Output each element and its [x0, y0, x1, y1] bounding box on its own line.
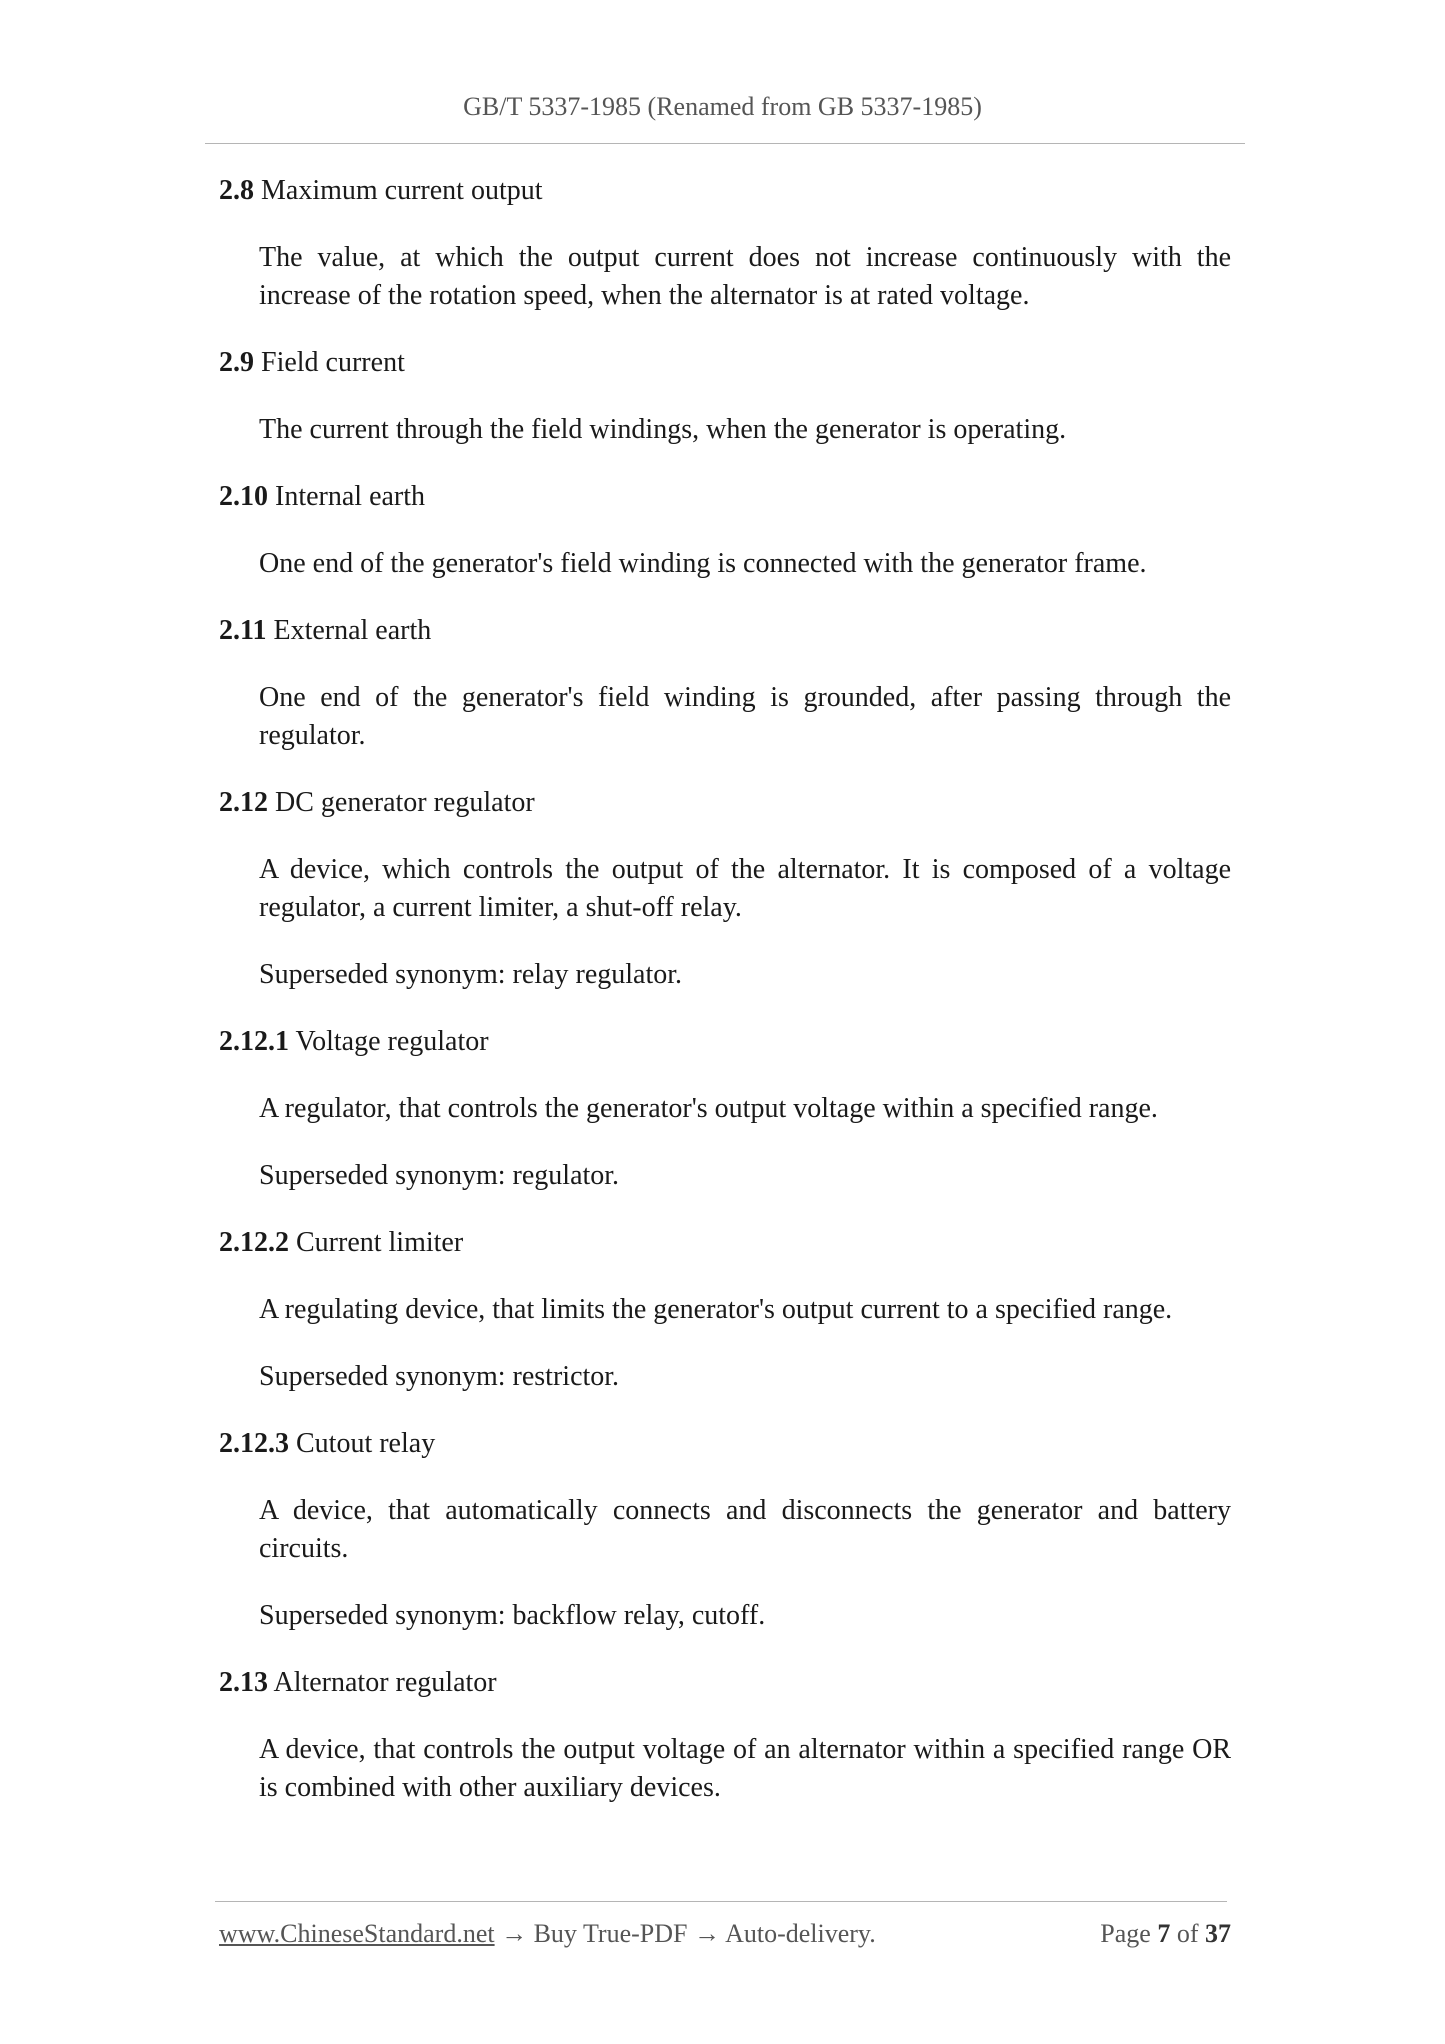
- superseded-synonym: Superseded synonym: relay regulator.: [259, 959, 683, 990]
- section-title: Internal earth: [275, 481, 426, 512]
- section-title: Voltage regulator: [295, 1026, 489, 1057]
- section-heading: [219, 478, 1231, 516]
- section-number: 2.9: [219, 347, 254, 378]
- section-number: 2.8: [219, 175, 254, 206]
- section-number: 2.10: [219, 481, 268, 512]
- total-pages: 37: [1205, 1919, 1231, 1948]
- section-paragraph: A regulating device, that limits the generator's output current to a specified range.: [259, 1294, 1173, 1325]
- section-heading: [219, 1664, 1231, 1702]
- section-number: 2.12.3: [219, 1428, 289, 1459]
- footer-divider: [215, 1901, 1227, 1902]
- section-heading: [219, 344, 1231, 382]
- arrow-right-icon: →: [694, 1919, 720, 1948]
- section-title: External earth: [273, 615, 432, 646]
- section-paragraph: The value, at which the output current does not increase continuously with the increase of the rotation speed, when the alternator is at rated voltage.: [259, 242, 1231, 311]
- section-heading: [219, 612, 1231, 650]
- header-divider: [205, 143, 1245, 144]
- page-label: Page: [1100, 1919, 1151, 1948]
- page-header-title: GB/T 5337-1985 (Renamed from GB 5337-1985): [463, 92, 982, 121]
- section-paragraph: One end of the generator's field winding is grounded, after passing through the regulator.: [259, 682, 1231, 751]
- section-title: Field current: [261, 347, 405, 378]
- section-heading: [219, 1425, 1231, 1463]
- section-heading: [219, 172, 1231, 210]
- section-number: 2.12.2: [219, 1227, 289, 1258]
- section-number: 2.12: [219, 787, 268, 818]
- footer-promo: [219, 1919, 876, 1949]
- section-paragraph: A device, that controls the output voltage of an alternator within a specified range OR is combined with other auxiliary devices.: [259, 1734, 1231, 1803]
- document-body: [219, 172, 1231, 1836]
- buy-pdf-text: Buy True-PDF: [533, 1919, 688, 1948]
- page-number: [1100, 1919, 1231, 1949]
- section-number: 2.11: [219, 615, 267, 646]
- section-number: 2.13: [219, 1667, 268, 1698]
- section-title: DC generator regulator: [275, 787, 535, 818]
- section-title: Current limiter: [296, 1227, 464, 1258]
- superseded-synonym: Superseded synonym: restrictor.: [259, 1361, 620, 1392]
- section-paragraph: A device, which controls the output of the alternator. It is composed of a voltage regulator, a current limiter, a shut-off relay.: [259, 854, 1231, 923]
- section-paragraph: A device, that automatically connects and disconnects the generator and battery circuits.: [259, 1495, 1231, 1564]
- superseded-synonym: Superseded synonym: regulator.: [259, 1160, 620, 1191]
- section-heading: [219, 784, 1231, 822]
- current-page: 7: [1157, 1919, 1171, 1948]
- section-paragraph: A regulator, that controls the generator's output voltage within a specified range.: [259, 1093, 1158, 1124]
- section-number: 2.12.1: [219, 1026, 289, 1057]
- of-label: of: [1176, 1919, 1199, 1948]
- section-title: Maximum current output: [261, 175, 543, 206]
- section-heading: [219, 1023, 1231, 1061]
- arrow-right-icon: →: [501, 1919, 528, 1948]
- section-title: Cutout relay: [296, 1428, 436, 1459]
- section-paragraph: The current through the field windings, when the generator is operating.: [259, 414, 1067, 445]
- website-link[interactable]: www.ChineseStandard.net: [219, 1919, 495, 1948]
- section-title: Alternator regulator: [273, 1667, 497, 1698]
- superseded-synonym: Superseded synonym: backflow relay, cutoff.: [259, 1600, 766, 1631]
- auto-delivery-text: Auto-delivery.: [725, 1919, 876, 1948]
- section-paragraph: One end of the generator's field winding is connected with the generator frame.: [259, 548, 1147, 579]
- section-heading: [219, 1224, 1231, 1262]
